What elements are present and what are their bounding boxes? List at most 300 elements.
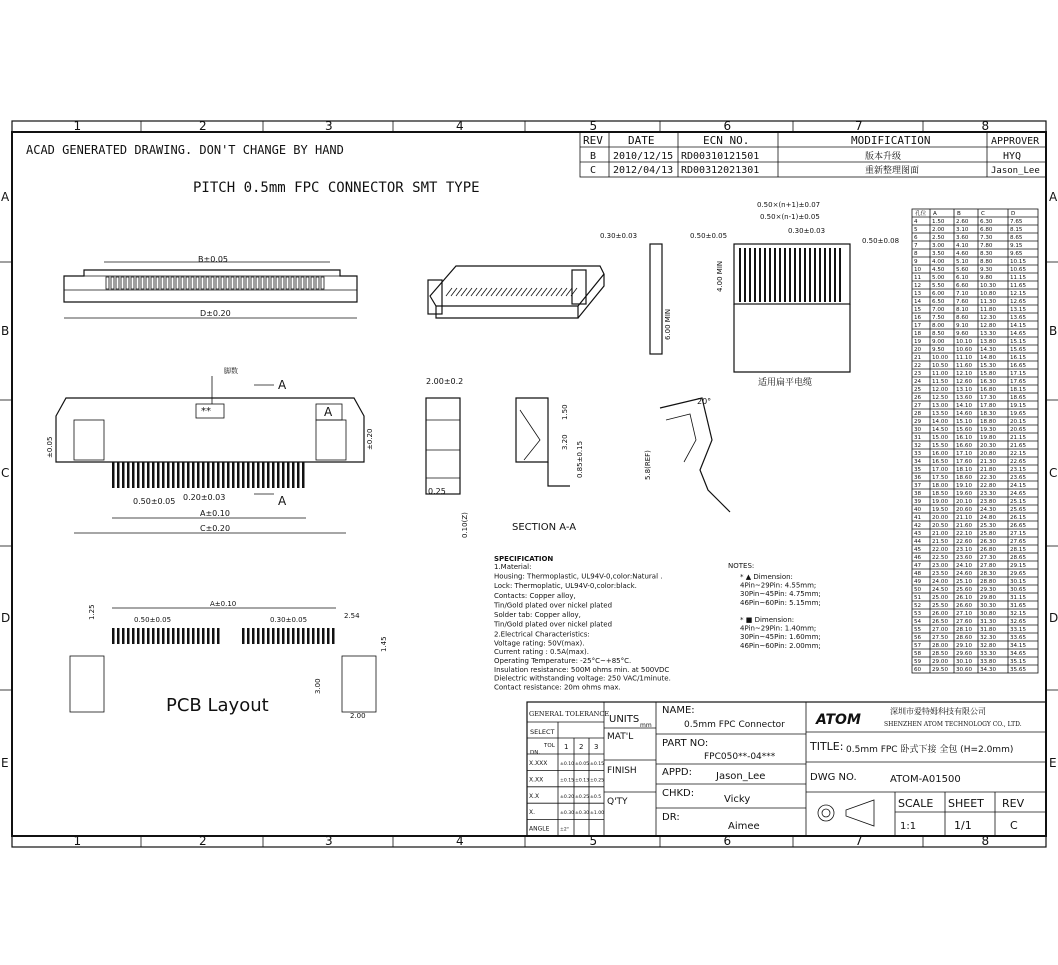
dim-table-cell: 27.30 <box>980 555 997 561</box>
notes <box>728 562 821 650</box>
dim-table-cell: 6.00 <box>932 291 945 297</box>
dim-table-cell: 10.15 <box>1010 259 1027 265</box>
tol-value: ±0.25 <box>575 794 590 800</box>
dim-table-cell: 22.65 <box>1010 459 1027 465</box>
dim-table-cell: 22.15 <box>1010 451 1027 457</box>
dim-150: 1.50 <box>561 404 569 420</box>
top-pin <box>221 277 224 289</box>
iso-pin <box>566 288 572 296</box>
dim-table-cell: 49 <box>914 579 922 585</box>
dim-table-cell: 30.80 <box>980 611 997 617</box>
dim-table-cell: 13.50 <box>932 411 949 417</box>
top-pin <box>261 277 264 289</box>
dim-n2: 0.50×(n-1)±0.05 <box>760 213 820 221</box>
pcb-pad <box>292 628 295 644</box>
grid-col-top: 6 <box>723 119 732 133</box>
iso-pin <box>501 288 507 296</box>
front-pin <box>192 462 195 488</box>
modification-header: MODIFICATION <box>851 134 931 147</box>
appd-label: APPD: <box>662 767 692 778</box>
dim-table-cell: 5 <box>914 227 918 233</box>
rev-b-date: 2010/12/15 <box>613 151 674 162</box>
front-pin <box>257 462 260 488</box>
dim-table-cell: 29.65 <box>1010 571 1027 577</box>
dim-table-cell: 10.65 <box>1010 267 1027 273</box>
name-label: NAME: <box>662 705 695 716</box>
dim-table-cell: 26.15 <box>1010 515 1027 521</box>
front-pin <box>137 462 140 488</box>
dim-table-cell: 2.00 <box>932 227 945 233</box>
dim-table-cell: 9.30 <box>980 267 993 273</box>
dim-table-cell: 25 <box>914 387 922 393</box>
pcb-pad <box>167 628 170 644</box>
grid-row-right: A <box>1049 190 1058 204</box>
spec-line: Tin/Gold plated over nickel plated <box>494 620 613 629</box>
front-pin <box>127 462 130 488</box>
tol-row-label: X.XXX <box>529 760 548 767</box>
pcb-pad <box>207 628 210 644</box>
grid-row-left: A <box>1 190 10 204</box>
dim-table-cell: 22.60 <box>956 539 973 545</box>
tol-value: ±0.30 <box>575 811 590 817</box>
name-value: 0.5mm FPC Connector <box>684 720 785 730</box>
dim-table-cell: 8.50 <box>932 331 945 337</box>
iso-pin <box>516 288 522 296</box>
pcb-pad <box>117 628 120 644</box>
dim-table-cell: 8.65 <box>1010 235 1023 241</box>
tol-value: ±0.10 <box>560 762 575 767</box>
pcb-pad <box>162 628 165 644</box>
dim-table-cell: 29.80 <box>980 595 997 601</box>
pcb-pad <box>202 628 205 644</box>
dim-table-cell: 40 <box>914 507 922 513</box>
pcb-dim-200: 2.00 <box>350 712 366 720</box>
front-pin <box>267 462 270 488</box>
note-line: 46Pin~60Pin: 5.15mm; <box>740 598 821 607</box>
angle-20: 20° <box>697 397 712 406</box>
dim-table-cell: 8.00 <box>932 323 945 329</box>
rev-c: C <box>590 165 597 176</box>
tol-value: ±0.15 <box>560 778 575 784</box>
dim-table-cell: 26 <box>914 395 922 401</box>
grid-row-right: C <box>1049 466 1058 480</box>
top-pin <box>256 277 259 289</box>
dim-table-cell: 14.50 <box>932 427 949 433</box>
dim-table-cell: 17 <box>914 323 922 329</box>
dim-table-cell: 35.15 <box>1010 659 1027 665</box>
dim-table-cell: 13.65 <box>1010 315 1027 321</box>
pcb-dim-p1: 0.50±0.05 <box>134 616 172 624</box>
dim-table-cell: 11 <box>914 275 922 281</box>
grid-col-top: 8 <box>981 119 990 133</box>
tol-value: ±0.25 <box>590 778 605 784</box>
note-line: * ■ Dimension: <box>740 616 795 624</box>
front-pin <box>132 462 135 488</box>
dim-table-cell: 19.60 <box>956 491 973 497</box>
top-pin <box>316 277 319 289</box>
dim-table-cell: 33.30 <box>980 651 997 657</box>
front-pin <box>302 462 305 488</box>
dim-table-cell: 7.80 <box>980 243 993 249</box>
pcb-pad <box>307 628 310 644</box>
dim-table-cell: 25.60 <box>956 587 973 593</box>
spec-line: Contacts: Copper alloy, <box>494 591 576 600</box>
dim-table-cell: 11.50 <box>932 379 949 385</box>
iso-pin <box>481 288 487 296</box>
dim-table-cell: 18.50 <box>932 491 949 497</box>
dim-table-cell: 25.80 <box>980 531 997 537</box>
dim-table-cell: 10.60 <box>956 347 973 353</box>
dim-table-cell: 51 <box>914 595 922 601</box>
dim-table-cell: 19.50 <box>932 507 949 513</box>
qty-label: Q'TY <box>607 797 628 807</box>
tolerance-title: GENERAL TOLERANCE <box>529 710 610 718</box>
dim-table-cell: 13.30 <box>980 331 997 337</box>
dim-table-cell: 2.60 <box>956 219 969 225</box>
top-pin <box>286 277 289 289</box>
tol-value: ±0.20 <box>560 794 575 800</box>
top-pin <box>271 277 274 289</box>
dim-table-cell: 7.10 <box>956 291 969 297</box>
front-pin <box>142 462 145 488</box>
spec-line: Tin/Gold plated over nickel plated <box>494 601 613 610</box>
pcb-pad <box>142 628 145 644</box>
rev-c-date: 2012/04/13 <box>613 165 674 176</box>
dim-table-cell: 10 <box>914 267 922 273</box>
title-label: TITLE: <box>810 740 844 753</box>
dim-table-cell: 3.60 <box>956 235 969 241</box>
dim-table-cell: 9.00 <box>932 339 945 345</box>
detail-view <box>644 397 730 512</box>
iso-pin <box>446 288 452 296</box>
scale-value: 1:1 <box>900 821 917 832</box>
front-pin <box>297 462 300 488</box>
iso-pin <box>511 288 517 296</box>
dim-table-cell: 24 <box>914 379 922 385</box>
front-pin <box>162 462 165 488</box>
dim-table-cell: 6.80 <box>980 227 993 233</box>
dim-table-cell: 6.10 <box>956 275 969 281</box>
top-pin <box>291 277 294 289</box>
iso-pin <box>476 288 482 296</box>
fpc-label: 适用扁平电缆 <box>758 378 813 388</box>
section-aa-label: SECTION A-A <box>512 522 577 533</box>
dim-table-cell: 24.00 <box>932 579 949 585</box>
grid-row-left: B <box>1 324 10 338</box>
front-pin <box>237 462 240 488</box>
dim-table-cell: 21 <box>914 355 922 361</box>
top-pin <box>311 277 314 289</box>
pcb-pad <box>187 628 190 644</box>
specification <box>493 555 671 691</box>
dim-n1: 0.50×(n+1)±0.07 <box>757 201 821 209</box>
dim-table-cell: 39 <box>914 499 922 505</box>
dim-table-cell: 32 <box>914 443 922 449</box>
top-pin <box>111 277 114 289</box>
dim-table-cell: 17.50 <box>932 475 949 481</box>
a-mark: A <box>324 405 333 419</box>
dim-table-cell: 30 <box>914 427 922 433</box>
dim-table-cell: 12.30 <box>980 315 997 321</box>
dim-table-cell: 16.10 <box>956 435 973 441</box>
dim-table-cell: 11.10 <box>956 355 973 361</box>
dim-table-cell: 25.65 <box>1010 507 1027 513</box>
col-1: 1 <box>564 743 569 751</box>
front-pin <box>287 462 290 488</box>
grid-col-bottom: 5 <box>589 834 598 848</box>
dim-table-cell: 13 <box>914 291 922 297</box>
dim-table-cell: 24.80 <box>980 515 997 521</box>
pcb-pad <box>287 628 290 644</box>
iso-pin <box>486 288 492 296</box>
dim-table-cell: 28.15 <box>1010 547 1027 553</box>
dim-table-cell: 26.30 <box>980 539 997 545</box>
dim-table-cell: 22.80 <box>980 483 997 489</box>
top-pin <box>156 277 159 289</box>
pcb-pad <box>277 628 280 644</box>
dim-table-cell: 18.00 <box>932 483 949 489</box>
col-3: 3 <box>594 743 599 751</box>
top-pin <box>211 277 214 289</box>
dim-table-cell: 22.00 <box>932 547 949 553</box>
appd-value: Jason_Lee <box>716 771 766 782</box>
dim-table-cell: 31 <box>914 435 922 441</box>
tol-value: ±0.30 <box>560 811 575 817</box>
pcb-pad <box>272 628 275 644</box>
dim-table-cell: 32.15 <box>1010 611 1027 617</box>
spec-line: Solder tab: Copper alloy, <box>494 611 581 619</box>
pcb-pad <box>132 628 135 644</box>
front-pin <box>117 462 120 488</box>
dim-table-cell: 29 <box>914 419 922 425</box>
dim-table-cell: 7.50 <box>932 315 945 321</box>
dim-table-cell: 29.00 <box>932 659 949 665</box>
front-pin <box>157 462 160 488</box>
pcb-dim-254: 2.54 <box>344 612 360 620</box>
dim-table-cell: 4 <box>914 219 918 225</box>
note-line: * ▲ Dimension: <box>740 573 793 581</box>
dim-table-cell: 17.00 <box>932 467 949 473</box>
dim-table-cell: 20.50 <box>932 523 949 529</box>
front-pin <box>247 462 250 488</box>
pcb-pad <box>172 628 175 644</box>
rev-c-ecn: RD00312021301 <box>681 165 760 176</box>
top-pin <box>186 277 189 289</box>
dim-t030: 0.30±0.03 <box>600 232 638 240</box>
dim-table-cell: 9.10 <box>956 323 969 329</box>
dim-table-cell: 23.60 <box>956 555 973 561</box>
dim-table-cell: 30.60 <box>956 667 973 673</box>
dim-table-cell: 27.60 <box>956 619 973 625</box>
dim-table-cell: 20.10 <box>956 499 973 505</box>
stars-mark: ** <box>201 406 211 417</box>
dim-table-cell: 20.80 <box>980 451 997 457</box>
dim-table-cell: 10.00 <box>932 355 949 361</box>
dim-200: 2.00±0.2 <box>426 377 464 386</box>
dim-table-cell: 23.65 <box>1010 475 1027 481</box>
dim-table-cell: 8.80 <box>980 259 993 265</box>
front-view <box>46 366 374 533</box>
top-pin <box>131 277 134 289</box>
dim-table-cell: 18.30 <box>980 411 997 417</box>
dim-table-cell: 7.00 <box>932 307 945 313</box>
dim-pitch: 0.50±0.05 <box>133 497 176 506</box>
pcb-pad <box>262 628 265 644</box>
company-en: SHENZHEN ATOM TECHNOLOGY CO., LTD. <box>884 721 1022 728</box>
dim-table-cell: 34.65 <box>1010 651 1027 657</box>
dim-table-cell: 15.60 <box>956 427 973 433</box>
front-pin <box>262 462 265 488</box>
pcb-pad <box>302 628 305 644</box>
tol-value: ±0.15 <box>590 762 605 767</box>
pcb-dim-p2: 0.30±0.05 <box>270 616 308 624</box>
part-value: FPC050**-04*** <box>704 752 776 762</box>
dim-table-cell: 25.50 <box>932 603 949 609</box>
dim-table-cell: 28.60 <box>956 635 973 641</box>
dim-table-cell: 27.50 <box>932 635 949 641</box>
ecn-header: ECN NO. <box>703 134 750 147</box>
section-a-top: A <box>278 378 287 392</box>
dim-table-cell: 11.80 <box>980 307 997 313</box>
dim-table-cell: 20 <box>914 347 922 353</box>
dim-table-cell: 23.10 <box>956 547 973 553</box>
dim-table-cell: 24.65 <box>1010 491 1027 497</box>
tol-label: TOL <box>544 743 555 749</box>
top-pin <box>146 277 149 289</box>
dim-table-cell: 21.30 <box>980 459 997 465</box>
dim-table-cell: 18 <box>914 331 922 337</box>
dim-table-cell: 13.15 <box>1010 307 1027 313</box>
dim-table-cell: 29.60 <box>956 651 973 657</box>
dwg-label: DWG NO. <box>810 772 857 783</box>
dim-table-cell: 19.15 <box>1010 403 1027 409</box>
dim-table-cell: 3.00 <box>932 243 945 249</box>
dim-table-cell: 17.80 <box>980 403 997 409</box>
dr-value: Aimee <box>728 821 760 832</box>
dim-table-cell: 12.60 <box>956 379 973 385</box>
sheet-value: 1/1 <box>954 819 972 832</box>
finish-label: FINISH <box>607 766 637 776</box>
dim-table-cell: 27.10 <box>956 611 973 617</box>
dim-table-cell: 16.15 <box>1010 355 1027 361</box>
dim-table-cell: 56 <box>914 635 922 641</box>
dim-010: 0.10(Z) <box>461 512 469 538</box>
dim-table-cell: 3.10 <box>956 227 969 233</box>
dim-table-cell: 34.30 <box>980 667 997 673</box>
dim-table-cell: 31.15 <box>1010 595 1027 601</box>
dim-table-cell: 17.10 <box>956 451 973 457</box>
grid-col-bottom: 8 <box>981 834 990 848</box>
dim-table-cell: 28.80 <box>980 579 997 585</box>
dim-table-cell: 14.65 <box>1010 331 1027 337</box>
dim-table-cell: 7.60 <box>956 299 969 305</box>
dim-table-cell: 43 <box>914 531 922 537</box>
dim-table-cell: 8.30 <box>980 251 993 257</box>
dim-table-cell: 17.60 <box>956 459 973 465</box>
pcb-pad <box>267 628 270 644</box>
top-pin <box>196 277 199 289</box>
dim-025: 0.25 <box>428 487 446 496</box>
spec-line: Voltage rating: 50V(max). <box>494 639 585 648</box>
front-pin <box>242 462 245 488</box>
dim-table-cell: 6.50 <box>932 299 945 305</box>
dim-table-cell: 24.50 <box>932 587 949 593</box>
iso-pin <box>541 288 547 296</box>
rev-value: C <box>1010 819 1018 832</box>
units-label: UNITS <box>609 714 640 725</box>
dim-table-cell: 27 <box>914 403 922 409</box>
dim-table-cell: 18.65 <box>1010 395 1027 401</box>
dim-t030b: 0.30±0.03 <box>788 227 826 235</box>
note-line: 4Pin~29Pin: 4.55mm; <box>740 581 817 590</box>
dim-table-cell: 26.00 <box>932 611 949 617</box>
pcb-pad <box>322 628 325 644</box>
dim-table-cell: 9.15 <box>1010 243 1023 249</box>
top-pin <box>296 277 299 289</box>
dim-table-cell: 5.10 <box>956 259 969 265</box>
dim-table-cell: 4.00 <box>932 259 945 265</box>
pcb-pad <box>157 628 160 644</box>
tol-value: ±1.00 <box>590 811 605 817</box>
dim-table-cell: 6.30 <box>980 219 993 225</box>
tol-row-label: X. <box>529 809 536 817</box>
pcb-pad <box>332 628 335 644</box>
dim-table-cell: 14.00 <box>932 419 949 425</box>
dim-table-cell: 8 <box>914 251 918 257</box>
pcb-dim-300: 3.00 <box>314 678 322 694</box>
dim-table-cell: 31.65 <box>1010 603 1027 609</box>
dim-table-cell: 9 <box>914 259 918 265</box>
tol-row-label: ANGLE <box>529 825 550 833</box>
dim-d: D±0.20 <box>200 309 231 318</box>
dim-table-header: D <box>1011 211 1016 217</box>
dim-table-cell: 12.50 <box>932 395 949 401</box>
dim-table-cell: 17.65 <box>1010 379 1027 385</box>
top-pin <box>241 277 244 289</box>
spec-line: Current rating : 0.5A(max). <box>494 648 589 657</box>
dim-table-cell: 12.80 <box>980 323 997 329</box>
front-pin <box>112 462 115 488</box>
units-value: mm <box>640 722 652 729</box>
title-value: 0.5mm FPC 卧式下接 全包 (H=2.0mm) <box>846 745 1014 755</box>
fpc-cable-view <box>600 201 899 388</box>
dim-table-cell: 23.15 <box>1010 467 1027 473</box>
iso-pin <box>496 288 502 296</box>
pcb-pad <box>122 628 125 644</box>
grid-col-top: 4 <box>456 119 464 133</box>
dim-table-cell: 34.15 <box>1010 643 1027 649</box>
dim-table-cell: 12.00 <box>932 387 949 393</box>
iso-pin <box>551 288 557 296</box>
pcb-pad <box>192 628 195 644</box>
front-pin <box>152 462 155 488</box>
top-pin <box>171 277 174 289</box>
grid-col-bottom: 3 <box>325 834 333 848</box>
dim-table-cell: 2.50 <box>932 235 945 241</box>
dim-table-cell: 14.60 <box>956 411 973 417</box>
iso-pin <box>451 288 457 296</box>
dim-table-cell: 29.50 <box>932 667 949 673</box>
rev-header: REV <box>583 134 603 147</box>
dim-table-cell: 23 <box>914 371 922 377</box>
pcb-pad <box>137 628 140 644</box>
iso-pin <box>536 288 542 296</box>
dim-table-cell: 11.30 <box>980 299 997 305</box>
dim-table-cell: 48 <box>914 571 922 577</box>
top-pin <box>201 277 204 289</box>
atom-logo: ATOM <box>816 712 861 728</box>
front-pin <box>167 462 170 488</box>
